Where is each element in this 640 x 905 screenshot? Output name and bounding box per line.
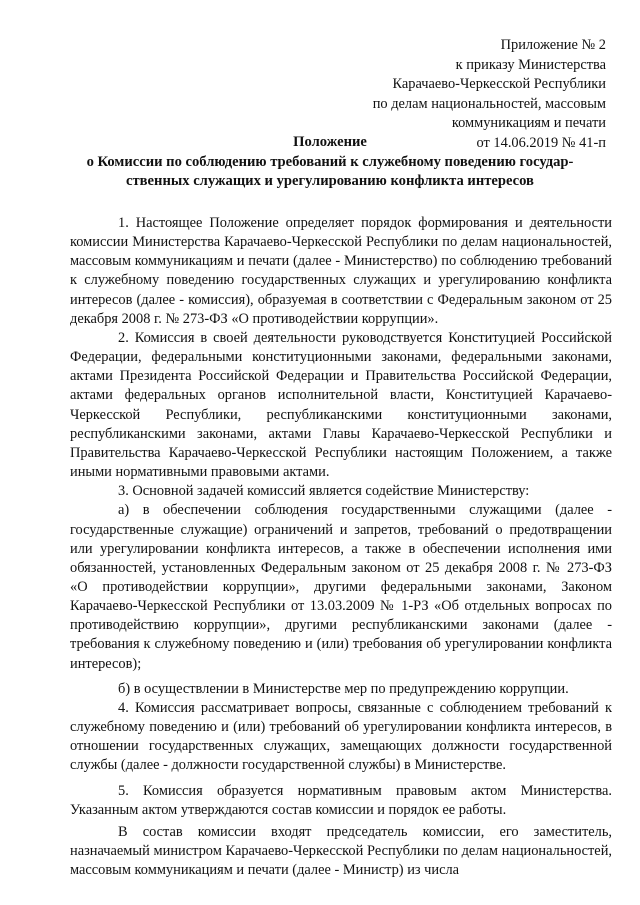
appendix-line: Карачаево-Черкесской Республики	[392, 76, 606, 92]
paragraph-1: 1. Настоящее Положение определяет порядок формирования и деятельности комиссии Министерства Карачаево-Черкесской Республики по делам национальностей, массовым коммуникациям и печати (далее - Министерство) по соблюдению требований к служебному поведению государственных служащих и урегулированию конфликта интересов (далее - комиссия), образуемая в соответствии с Федеральным законом от 25 декабря 2008 г. № 273-ФЗ «О противодействии коррупции».	[70, 215, 612, 327]
appendix-line: от 14.06.2019 № 41-п	[476, 134, 606, 151]
appendix-line: Приложение № 2	[500, 37, 606, 53]
appendix-line: по делам национальностей, массовым	[372, 95, 606, 112]
paragraph-3b: б) в осуществлении в Министерстве мер по предупреждению коррупции.	[118, 680, 569, 697]
document-body	[70, 214, 612, 880]
title-line: о Комиссии по соблюдению требований к служебному поведению государ-	[86, 153, 574, 170]
paragraph-3a: а) в обеспечении соблюдения государственными служащими (далее - государственные служащие) ограничений и запретов, требований о предотвращении или урегулировании конфликта интересов, а также в обеспечении исполнения ими обязанностей, установленных Федеральным законом от 25 декабря 2008 г. № 273-ФЗ «О противодействии коррупции», другими федеральными законами, Законом Карачаево-Черкесской Республики от 13.03.2009 № 1-РЗ «Об отдельных вопросах по противодействию коррупции», другими республиканскими законами (далее - требования к служебному поведению и (или) требования об урегулировании конфликта интересов);	[70, 502, 612, 672]
document-title	[60, 133, 600, 192]
paragraph-6: В состав комиссии входят председатель комиссии, его заместитель, назначаемый министром Карачаево-Черкесской Республики по делам национальностей, массовым коммуникациям и печати (далее - Министр) из числа	[70, 823, 612, 879]
paragraph-3: 3. Основной задачей комиссий является содействие Министерству:	[118, 483, 530, 500]
paragraph-2: 2. Комиссия в своей деятельности руководствуется Конституцией Российской Федерации, федеральными конституционными законами, федеральными законами, актами Президента Российской Федерации и Правительства Российской Федерации, актами федеральных органов исполнительной власти, Конституцией Карачаево-Черкесской Республики, республиканскими конституционными законами, республиканскими законами, актами Главы Карачаево-Черкесской Республики и Правительства Карачаево-Черкесской Республики настоящим Положением, а также иными нормативными правовыми актами.	[70, 329, 612, 481]
title-heading: Положение	[293, 134, 367, 150]
paragraph-4: 4. Комиссия рассматривает вопросы, связанные с соблюдением требований к служебному поведению и (или) требований об урегулировании конфликта интересов, в отношении государственных служащих, замещающих должности государственной службы (далее - должности государственной службы) в Министерстве.	[70, 699, 612, 774]
title-line: ственных служащих и урегулированию конфликта интересов	[126, 173, 534, 189]
appendix-line: к приказу Министерства	[455, 56, 606, 73]
paragraph-5: 5. Комиссия образуется нормативным правовым актом Министерства. Указанным актом утверждаются состав комиссии и порядок ее работы.	[70, 782, 612, 818]
appendix-line: коммуникациям и печати	[451, 115, 606, 131]
